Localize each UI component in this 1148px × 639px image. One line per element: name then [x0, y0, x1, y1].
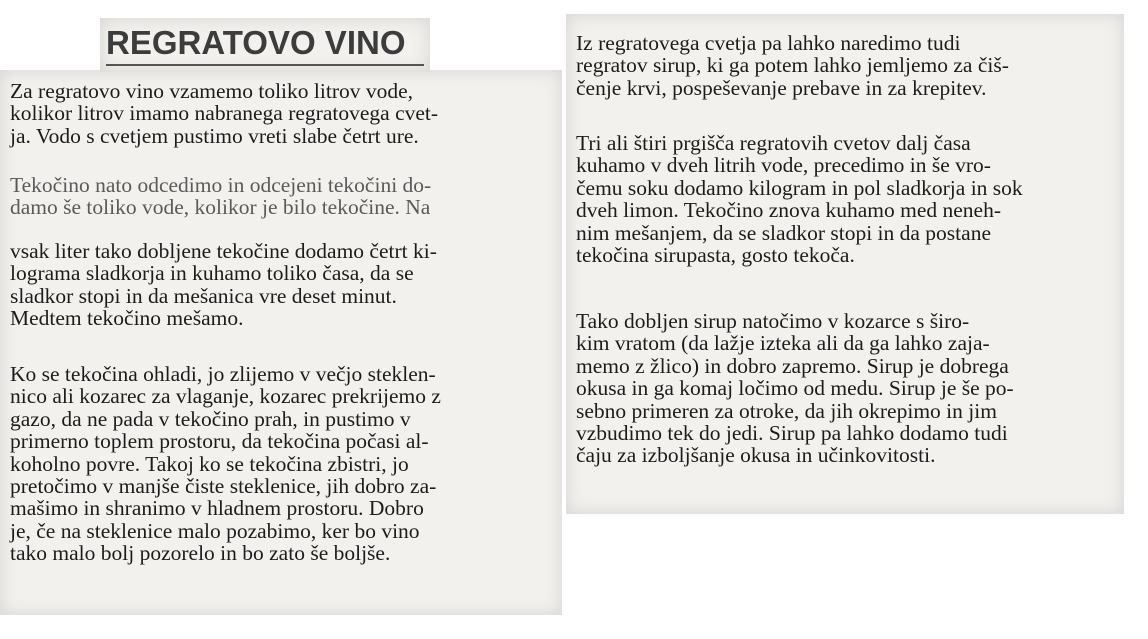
article-title: REGRATOVO VINO	[106, 22, 424, 66]
paragraph-right-1: Iz regratovega cvetja pa lahko naredimo tudi regratov sirup, ki ga potem lahko jemljemo za čiš- čenje krvi, pospeševanje prebave in za krepitev.	[576, 31, 1009, 100]
paragraph-left-2: Tekočino nato odcedimo in odcejeni tekočini do- damo še toliko vode, kolikor je bilo tekočine. Na	[10, 173, 432, 220]
paragraph-left-1: Za regratovo vino vzamemo toliko litrov vode, kolikor litrov imamo nabranega regratovega cvet- ja. Vodo s cvetjem pustimo vreti slabe četrt ure.	[10, 79, 439, 148]
paragraph-right-3: Tako dobljen sirup natočimo v kozarce s širo- kim vratom (da lažje izteka ali da ga lahko zaja- memo z žlico) in dobro zapremo. Sirup je dobrega okusa in ga komaj ločimo od medu. Sirup je še po- sebno primeren za otroke, da jih okrepimo in jim vzbudimo tek do jedi. Sirup pa lahko dodamo tudi čaju za izboljšanje okusa in učinkovitosti.	[576, 309, 1014, 468]
paragraph-left-3: vsak liter tako dobljene tekočine dodamo četrt ki- lograma sladkorja in kuhamo toliko časa, da se sladkor stopi in da mešanica vre deset minut. Medtem tekočino mešamo.	[10, 239, 437, 331]
paragraph-right-2: Tri ali štiri prgišča regratovih cvetov dalj časa kuhamo v dveh litrih vode, precedimo in še vro- čemu soku dodamo kilogram in pol sladkorja in sok dveh limon. Tekočino znova kuhamo med neneh- nim mešanjem, da se sladkor stopi in da postane tekočina sirupasta, gosto tekoča.	[576, 131, 1023, 268]
paragraph-left-4: Ko se tekočina ohladi, jo zlijemo v večjo steklen- nico ali kozarec za vlaganje, kozarec prekrijemo z gazo, da ne pada v tekočino prah, in pustimo v primerno toplem prostoru, da tekočina počasi al- koholno povre. Takoj ko se tekočina zbistri, jo pretočimo v manjše čiste steklenice, jih dobro za- mašimo in shranimo v hladnem prostoru. Dobro je, če na steklenice malo pozabimo, ker bo vino tako malo bolj pozorelo in bo zato še boljše.	[10, 362, 441, 566]
